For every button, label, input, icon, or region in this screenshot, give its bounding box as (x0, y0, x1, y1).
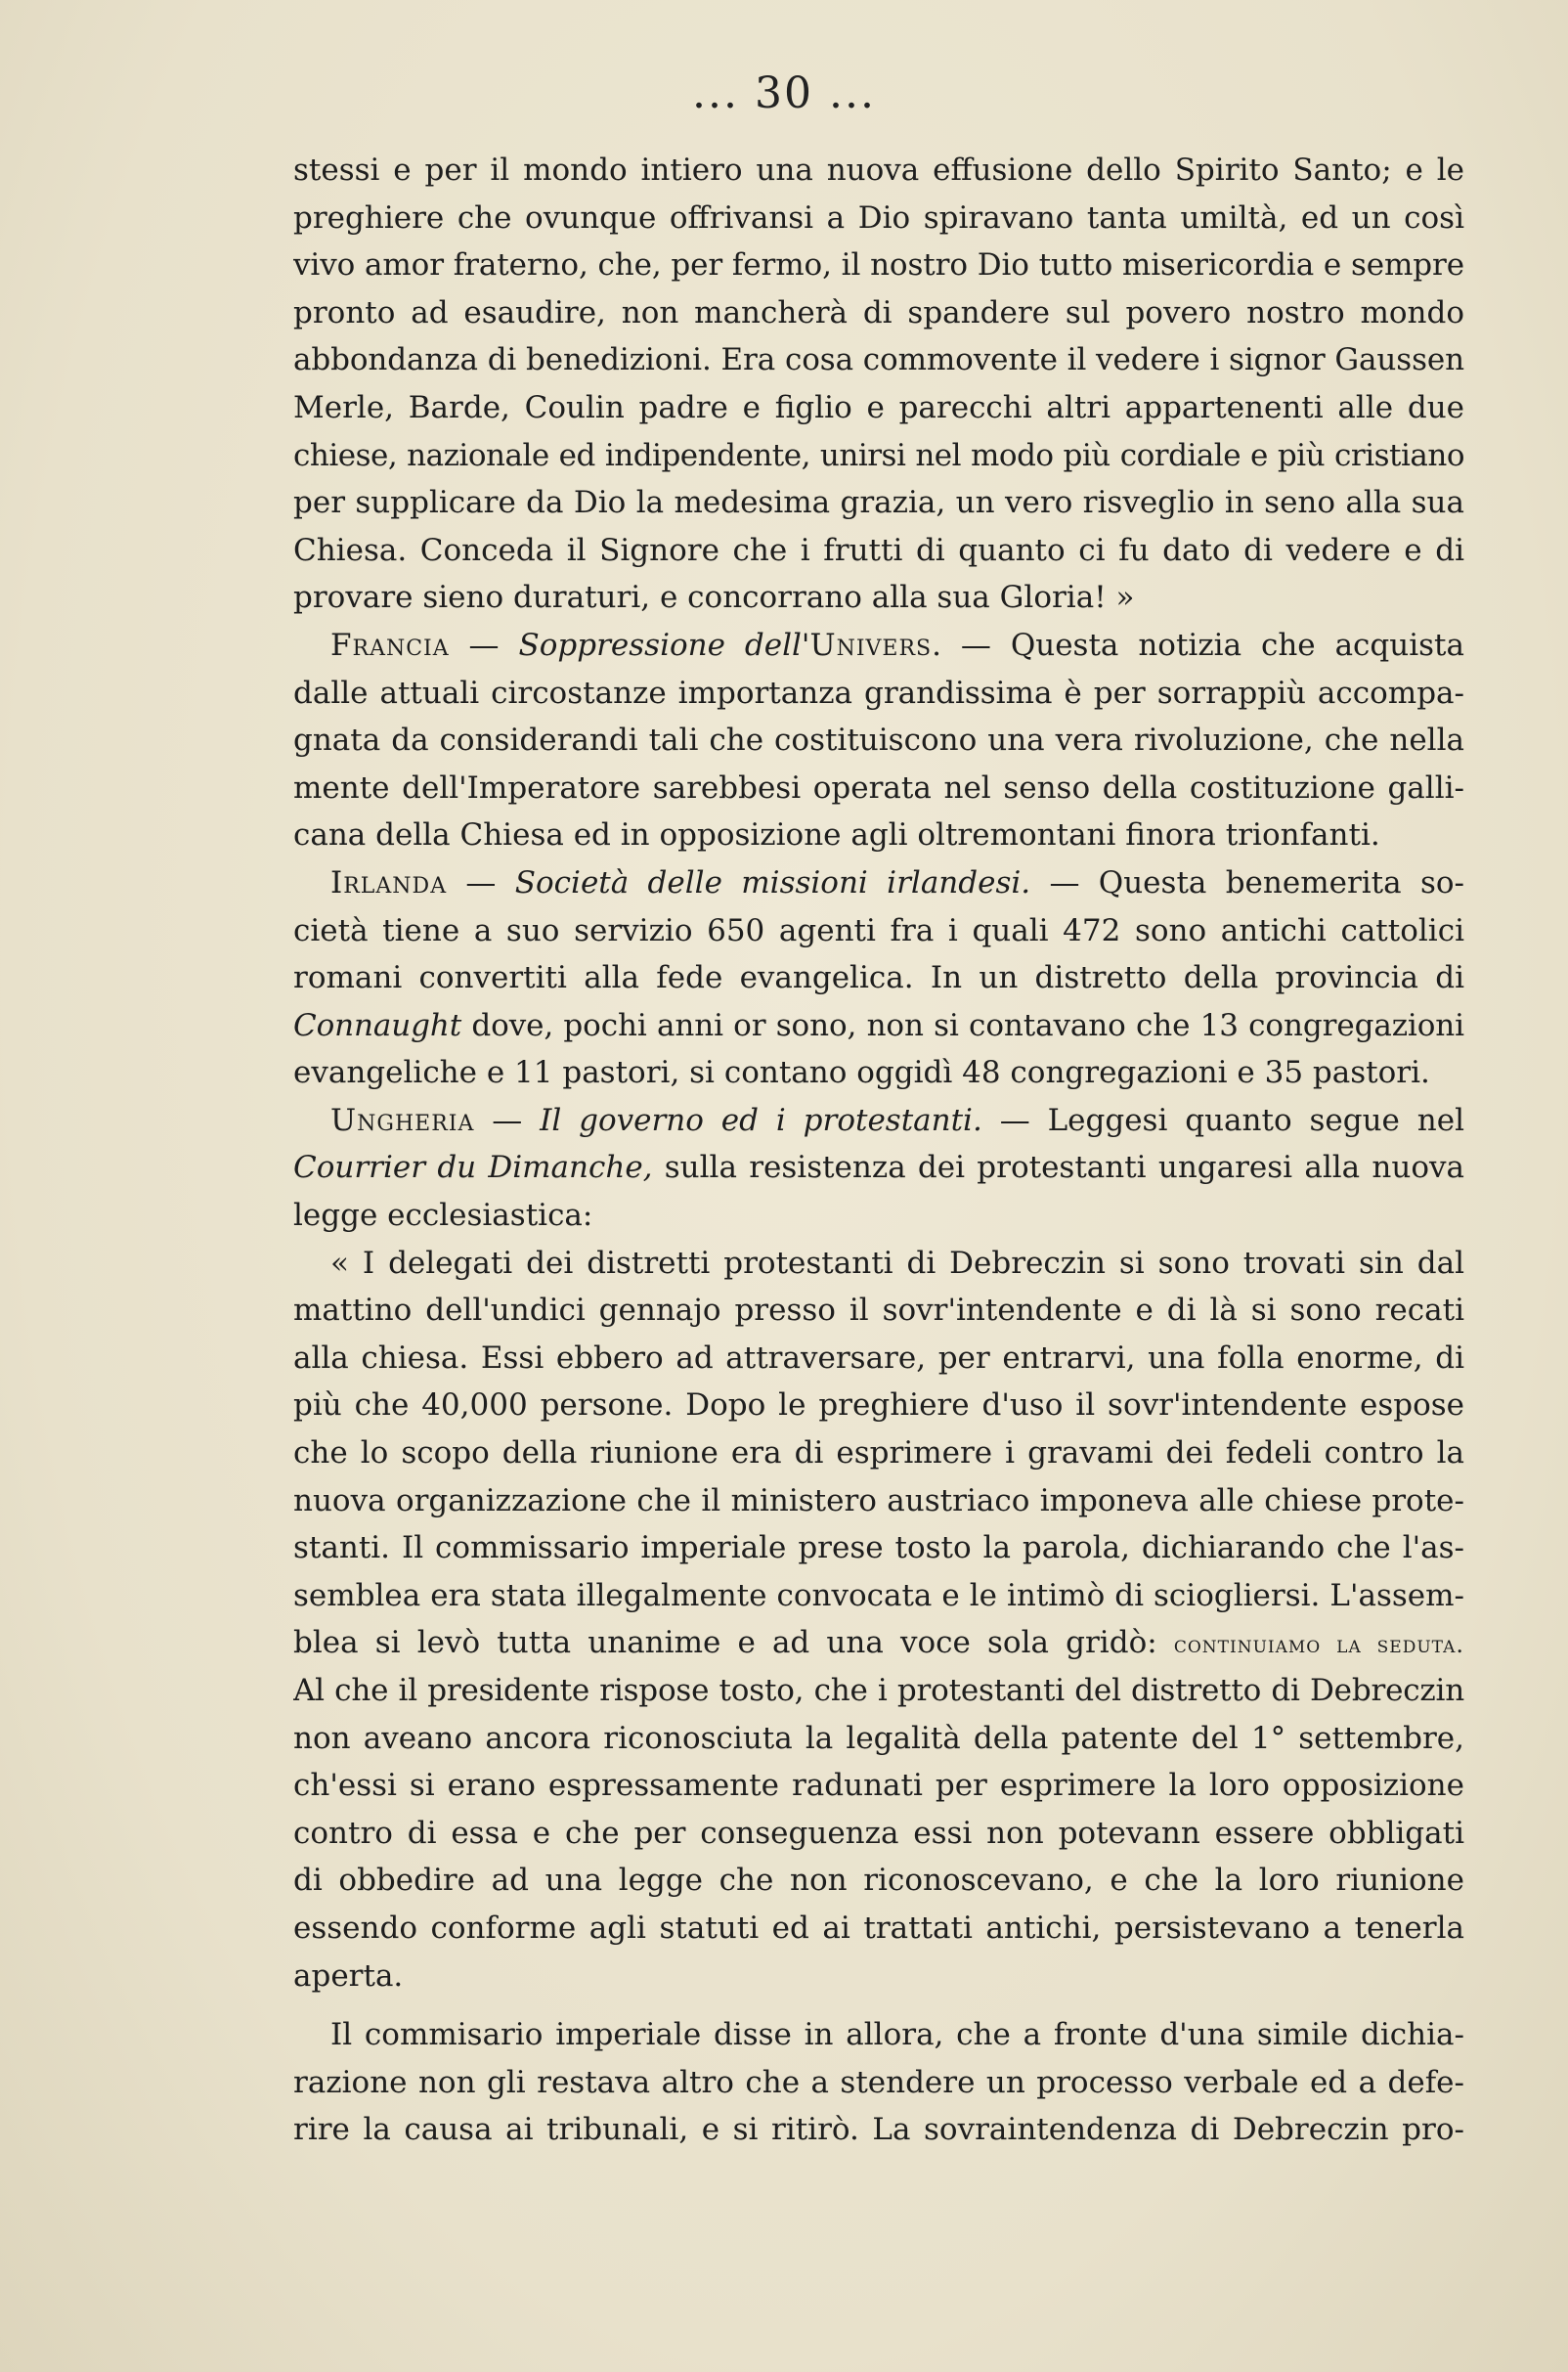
text-line: cietà tiene a suo servizio 650 agenti fra i quali 472 sono antichi cattolici (293, 912, 1464, 948)
text-line: contro di essa e che per conseguenza essi non potevann essere obbligati (293, 1815, 1464, 1851)
newspaper-name: Univers (809, 627, 933, 663)
body-text (293, 147, 1464, 2154)
text-line (293, 1097, 1464, 1145)
text-line: evangeliche e 11 pastori, si contano oggidì 48 congregazioni e 35 pastori. (293, 1055, 1430, 1091)
text-line: di obbedire ad una legge che non riconoscevano, e che la loro riunione (293, 1863, 1464, 1899)
text-line: essendo conforme agli statuti ed ai trattati antichi, persistevano a tenerla (293, 1910, 1464, 1946)
text-line: romani convertiti alla fede evangelica. In un distretto della provincia di (293, 960, 1464, 996)
text-line: Merle, Barde, Coulin padre e figlio e parecchi altri appartenenti alle due (293, 389, 1464, 425)
text-span: sulla resistenza dei protestanti ungaresi alla nuova (652, 1150, 1464, 1186)
dash: — (474, 1102, 541, 1138)
text-line (293, 1002, 1464, 1050)
section-title-irlanda: Società delle missioni irlandesi. (514, 864, 1031, 900)
text-span: Questa notizia che acquista (1010, 627, 1464, 663)
paragraph-quote (293, 1240, 1464, 2000)
paragraph-final (293, 2011, 1464, 2154)
paragraph-ungheria (293, 1097, 1464, 1240)
page-number-header: ... 30 ... (692, 68, 876, 118)
text-line: mattino dell'undici gennajo presso il sovr'intendente e di là si sono recati (293, 1293, 1464, 1329)
text-line: ch'essi si erano espressamente radunati per esprimere la loro opposizione (293, 1768, 1464, 1804)
text-span: dove, pochi anni or sono, non si contavano che 13 congregazioni (461, 1007, 1464, 1043)
text-line: dalle attuali circostanze importanza grandissima è per sorrappiù accompa- (293, 675, 1464, 711)
section-country-ungheria: Ungheria (330, 1102, 475, 1138)
section-country-francia: Francia (330, 627, 450, 663)
text-line (293, 622, 1464, 670)
text-line (293, 859, 1464, 907)
dash: — (449, 627, 519, 663)
text-line: cana della Chiesa ed in opposizione agli oltremontani finora trionfanti. (293, 817, 1380, 854)
text-line: pronto ad esaudire, non mancherà di spandere sul povero nostro mondo (293, 294, 1464, 330)
shouted-phrase: continuiamo la seduta. (1173, 1631, 1464, 1659)
section-title-francia: Soppressione dell' (518, 627, 810, 663)
paragraph-intro (293, 147, 1464, 622)
dash: . — (932, 627, 1011, 663)
paragraph-gap (293, 1999, 1464, 2011)
text-line: razione non gli restava altro che a stendere un processo verbale ed a defe- (293, 2064, 1464, 2100)
text-line: chiese, nazionale ed indipendente, unirsi nel modo più cordiale e più cristiano (293, 437, 1464, 473)
text-span: — Leggesi quanto segue nel (981, 1102, 1464, 1138)
text-line: Il commisario imperiale disse in allora, che a fronte d'una simile dichia- (330, 2017, 1464, 2053)
text-line: che lo scopo della riunione era di esprimere i gravami dei fedeli contro la (293, 1435, 1464, 1472)
text-line (293, 1144, 1464, 1192)
paragraph-francia (293, 622, 1464, 859)
text-line: non aveano ancora riconosciuta la legalità della patente del 1° settembre, (293, 1720, 1464, 1756)
text-line (293, 1619, 1464, 1667)
text-line: provare sieno duraturi, e concorrano alla sua Gloria! » (293, 580, 1135, 616)
text-line: rire la causa ai tribunali, e si ritirò. La sovraintendenza di Debreczin pro- (293, 2112, 1464, 2148)
text-line: più che 40,000 persone. Dopo le preghiere d'uso il sovr'intendente espose (293, 1387, 1464, 1424)
text-line: alla chiesa. Essi ebbero ad attraversare, per entrarvi, una folla enorme, di (293, 1340, 1464, 1376)
text-line: Chiesa. Conceda il Signore che i frutti di quanto ci fu dato di vedere e di (293, 532, 1464, 568)
section-country-irlanda: Irlanda (330, 864, 448, 900)
text-line: per supplicare da Dio la medesima grazia, un vero risveglio in seno alla sua (293, 485, 1464, 521)
text-line: abbondanza di benedizioni. Era cosa commovente il vedere i signor Gaussen (293, 342, 1464, 378)
text-line: Al che il presidente rispose tosto, che i protestanti del distretto di Debreczin (293, 1673, 1464, 1708)
text-line: « I delegati dei distretti protestanti di Debreczin si sono trovati sin dal (330, 1245, 1464, 1281)
text-line: semblea era stata illegalmente convocata e le intimò di sciogliersi. L'assem- (293, 1577, 1464, 1613)
text-line: stanti. Il commissario imperiale prese tosto la parola, dichiarando che l'as- (293, 1530, 1464, 1566)
text-line: gnata da considerandi tali che costituiscono una vera rivoluzione, che nella (293, 723, 1464, 759)
text-span: blea si levò tutta unanime e ad una voce sola gridò: (293, 1625, 1174, 1661)
section-title-ungheria: Il governo ed i protestanti. (540, 1102, 982, 1138)
text-line: mente dell'Imperatore sarebbesi operata nel senso della costituzione galli- (293, 769, 1464, 806)
newspaper-title: Courrier du Dimanche, (293, 1150, 653, 1186)
text-line: preghiere che ovunque offrivansi a Dio spiravano tanta umiltà, ed un così (293, 199, 1464, 236)
text-line: vivo amor fraterno, che, per fermo, il nostro Dio tutto misericordia e sempre (293, 247, 1464, 284)
place-name: Connaught (293, 1007, 462, 1043)
text-line: stessi e per il mondo intiero una nuova effusione dello Spirito Santo; e le (293, 153, 1464, 188)
text-line: legge ecclesiastica: (293, 1198, 593, 1234)
text-line: aperta. (293, 1957, 404, 1994)
text-span: — Questa benemerita so- (1030, 864, 1464, 900)
dash: — (447, 864, 515, 900)
paragraph-irlanda (293, 859, 1464, 1097)
text-line: nuova organizzazione che il ministero austriaco imponeva alle chiese prote- (293, 1482, 1464, 1518)
